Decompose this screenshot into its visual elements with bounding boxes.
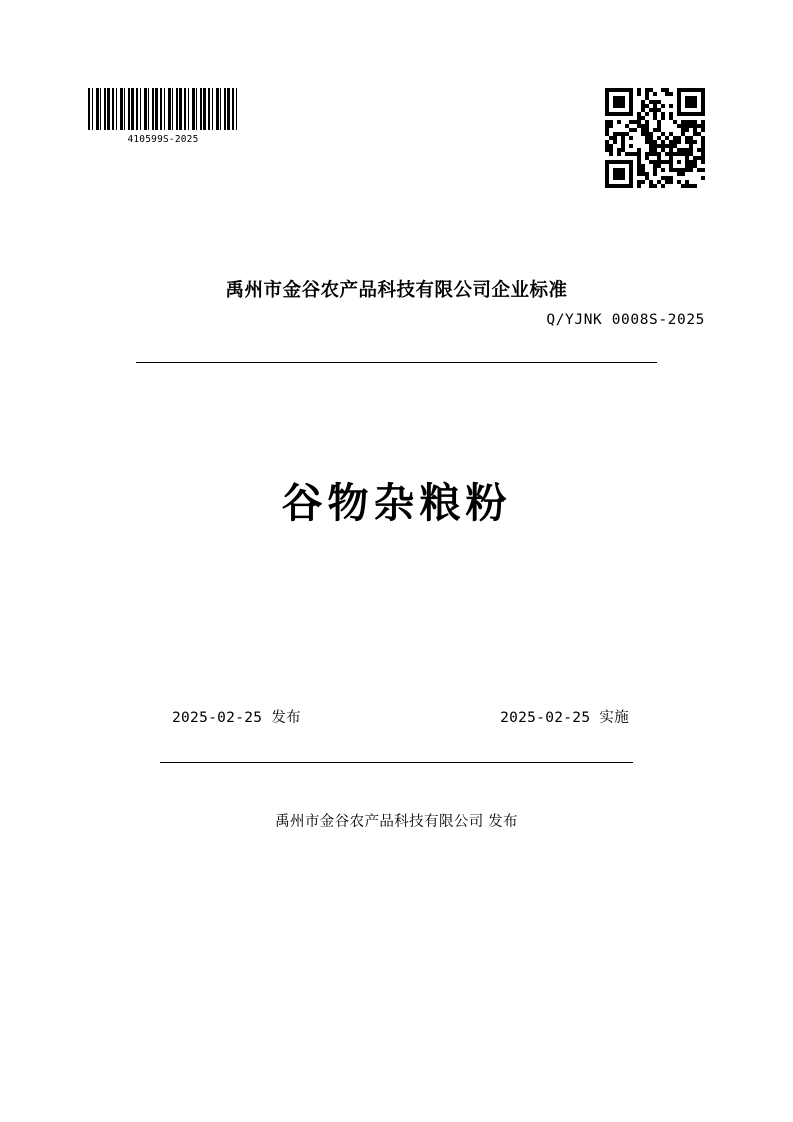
- divider-top: [136, 362, 657, 363]
- divider-bottom: [160, 762, 633, 763]
- barcode-number: 410599S-2025: [127, 134, 199, 145]
- qr-code-icon: [605, 88, 705, 188]
- barcode-icon: [88, 88, 238, 130]
- page-title: 谷物杂粮粉: [281, 480, 512, 526]
- barcode-block: [88, 88, 238, 145]
- qr-code-grid: [605, 88, 705, 188]
- company-standard-title: 禹州市金谷农产品科技有限公司企业标准: [225, 279, 568, 300]
- issue-date: 2025-02-25 发布: [172, 710, 301, 726]
- publisher-line: 禹州市金谷农产品科技有限公司 发布: [275, 814, 518, 830]
- implementation-date: 2025-02-25 实施: [500, 710, 629, 726]
- standard-number: Q/YJNK 0008S-2025: [546, 312, 705, 328]
- dates-row: [136, 706, 657, 727]
